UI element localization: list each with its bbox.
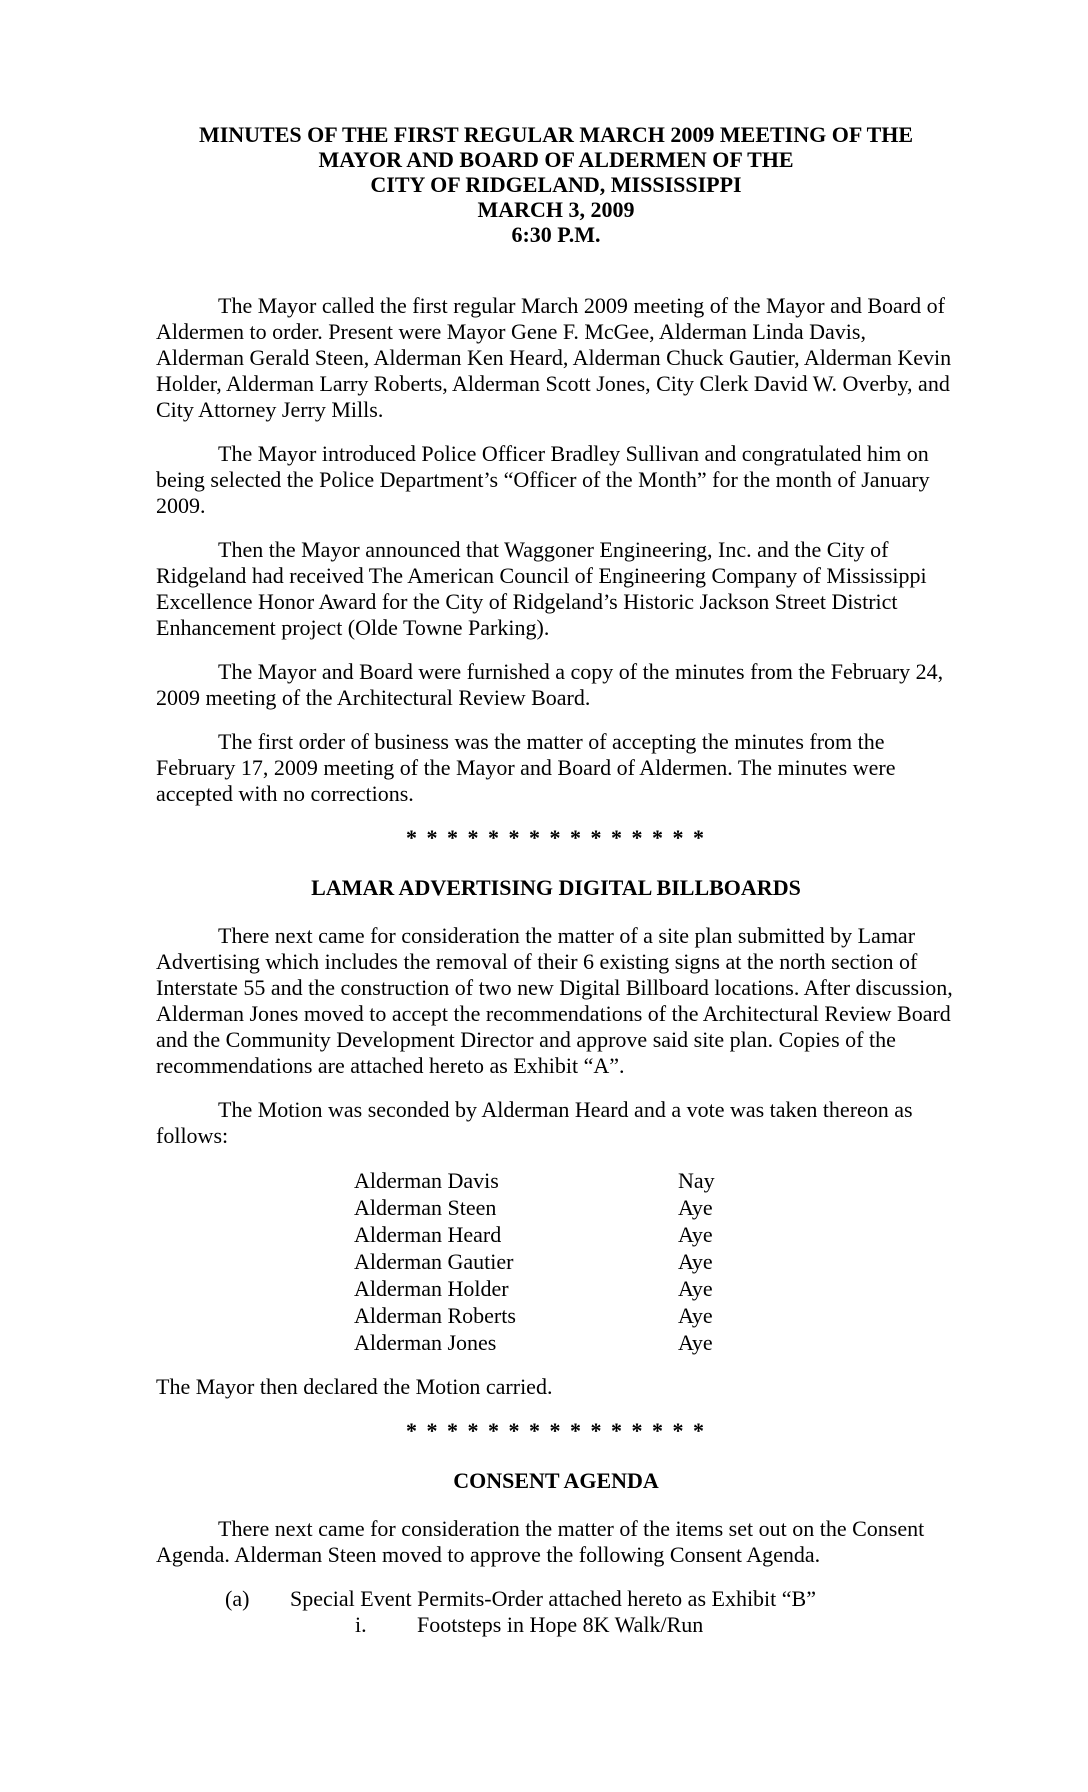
- title-line-5: 6:30 P.M.: [511, 222, 601, 247]
- agenda-subitem-text: Footsteps in Hope 8K Walk/Run: [417, 1612, 704, 1637]
- agenda-subitem-label: i.: [355, 1612, 367, 1637]
- agenda-subitem-i: [156, 1612, 956, 1638]
- vote-alderman-name: Alderman Gautier: [354, 1249, 514, 1274]
- section-heading-lamar-billboards: LAMAR ADVERTISING DIGITAL BILLBOARDS: [311, 875, 801, 900]
- vote-row: [156, 1167, 956, 1194]
- asterisk-separator: * * * * * * * * * * * * * * *: [406, 1418, 706, 1443]
- vote-list: [156, 1167, 956, 1356]
- vote-alderman-name: Alderman Heard: [354, 1222, 502, 1247]
- vote-alderman-name: Alderman Davis: [354, 1168, 499, 1193]
- paragraph-accept-minutes: The first order of business was the matter of accepting the minutes from the February 17, 2009 meeting of the Mayor and Board of Aldermen. The minutes were accepted with no corrections.: [156, 729, 896, 806]
- vote-value: Aye: [678, 1249, 713, 1274]
- vote-row: [156, 1194, 956, 1221]
- section-heading-consent-agenda: CONSENT AGENDA: [453, 1468, 659, 1493]
- vote-row: [156, 1329, 956, 1356]
- vote-row: [156, 1302, 956, 1329]
- vote-value: Nay: [678, 1168, 715, 1193]
- vote-row: [156, 1248, 956, 1275]
- vote-row: [156, 1275, 956, 1302]
- agenda-item-label: (a): [225, 1586, 250, 1611]
- paragraph-lamar-site-plan: There next came for consideration the matter of a site plan submitted by Lamar Advertising which includes the removal of their 6 existing signs at the north section of Interstate 55 and the construction of two new Digital Billboard locations. After discussion, Alderman Jones moved to accept the recommendations of the Architectural Review Board and the Community Development Director and approve said site plan. Copies of the recommendations are attached hereto as Exhibit “A”.: [156, 923, 953, 1078]
- paragraph-motion-seconded: The Motion was seconded by Alderman Heard and a vote was taken thereon as follows:: [156, 1097, 913, 1148]
- paragraph-consent-agenda-intro: There next came for consideration the matter of the items set out on the Consent Agenda. Alderman Steen moved to approve the following Consent Agenda.: [156, 1516, 925, 1567]
- title-line-4: MARCH 3, 2009: [477, 197, 635, 222]
- paragraph-officer-of-month: The Mayor introduced Police Officer Bradley Sullivan and congratulated him on being selected the Police Department’s “Officer of the Month” for the month of January 2009.: [156, 441, 930, 518]
- agenda-item-a: [156, 1586, 956, 1612]
- title-line-2: MAYOR AND BOARD OF ALDERMEN OF THE: [318, 147, 794, 172]
- vote-value: Aye: [678, 1195, 713, 1220]
- vote-alderman-name: Alderman Jones: [354, 1330, 497, 1355]
- vote-alderman-name: Alderman Roberts: [354, 1303, 516, 1328]
- vote-alderman-name: Alderman Steen: [354, 1195, 497, 1220]
- vote-row: [156, 1221, 956, 1248]
- asterisk-separator: * * * * * * * * * * * * * * *: [406, 825, 706, 850]
- vote-value: Aye: [678, 1222, 713, 1247]
- paragraph-arb-minutes: The Mayor and Board were furnished a copy of the minutes from the February 24, 2009 meeting of the Architectural Review Board.: [156, 659, 944, 710]
- paragraph-call-to-order: The Mayor called the first regular March 2009 meeting of the Mayor and Board of Aldermen to order. Present were Mayor Gene F. McGee, Alderman Linda Davis, Alderman Gerald Steen, Alderman Ken Heard, Alderman Chuck Gautier, Alderman Kevin Holder, Alderman Larry Roberts, Alderman Scott Jones, City Clerk David W. Overby, and City Attorney Jerry Mills.: [156, 293, 952, 422]
- title-line-1: MINUTES OF THE FIRST REGULAR MARCH 2009 MEETING OF THE: [198, 122, 914, 147]
- agenda-item-text: Special Event Permits-Order attached hereto as Exhibit “B”: [290, 1586, 816, 1611]
- vote-value: Aye: [678, 1276, 713, 1301]
- vote-value: Aye: [678, 1303, 713, 1328]
- vote-value: Aye: [678, 1330, 713, 1355]
- document-title: [156, 122, 956, 247]
- paragraph-motion-carried: The Mayor then declared the Motion carried.: [156, 1374, 553, 1399]
- paragraph-engineering-award: Then the Mayor announced that Waggoner Engineering, Inc. and the City of Ridgeland had received The American Council of Engineering Company of Mississippi Excellence Honor Award for the City of Ridgeland’s Historic Jackson Street District Enhancement project (Olde Towne Parking).: [156, 537, 927, 640]
- vote-alderman-name: Alderman Holder: [354, 1276, 509, 1301]
- title-line-3: CITY OF RIDGELAND, MISSISSIPPI: [370, 172, 742, 197]
